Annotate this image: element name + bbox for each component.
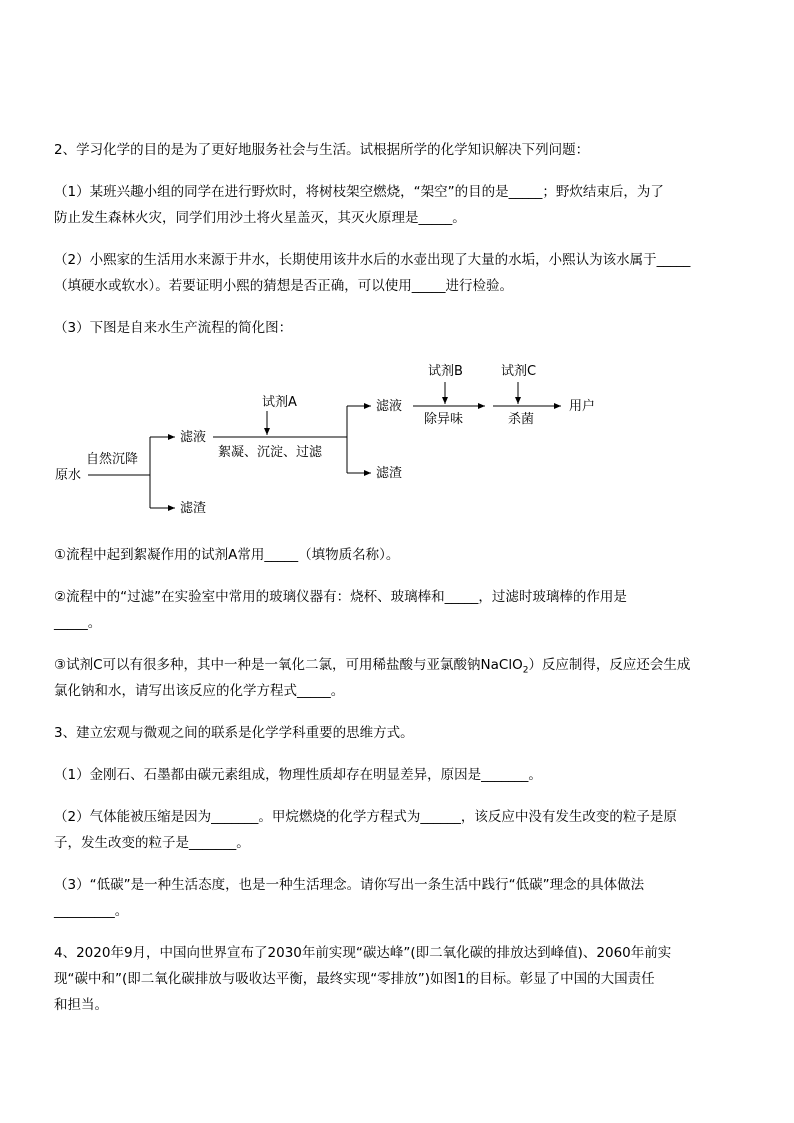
q3-part3-line2: _________。: [54, 903, 129, 919]
q3-part1: （1）金刚石、石墨都由碳元素组成，物理性质却存在明显差异，原因是_______。: [54, 767, 542, 783]
q2-sub3-line1: [54, 655, 690, 681]
q2-sub3-subscript: 2: [522, 665, 529, 676]
q2-part3-intro: （3）下图是自来水生产流程的简化图：: [54, 320, 293, 336]
q2-part2-line2: （填硬水或软水）。若要证明小熙的猜想是否正确，可以使用_____进行检验。: [54, 278, 513, 294]
q3-part2-line2: 子，发生改变的粒子是_______。: [54, 835, 250, 851]
label-reagent-c: 试剂C: [501, 364, 537, 379]
label-natural-settling: 自然沉降: [86, 452, 139, 467]
q2-part1-line1: （1）某班兴趣小组的同学在进行野炊时，将树枝架空燃烧，“架空”的目的是_____；野炊结束后，为了: [54, 184, 664, 200]
water-treatment-flow-diagram: [0, 355, 794, 525]
q3-part2-line1: （2）气体能被压缩是因为_______。甲烷燃烧的化学方程式为______，该反应中没有发生改变的粒子是原: [54, 809, 677, 825]
q2-sub3-text-a: ③试剂C可以有很多种，其中一种是一氧化二氯，可用稀盐酸与亚氯酸钠NaClO: [54, 657, 523, 673]
label-reagent-a: 试剂A: [262, 395, 297, 410]
q2-sub2-line1: ②流程中的“过滤”在实验室中常用的玻璃仪器有：烧杯、玻璃棒和_____，过滤时玻璃棒的作用是: [54, 589, 627, 605]
q4-line1: 4、2020年9月，中国向世界宣布了2030年前实现“碳达峰”(即二氧化碳的排放达到峰值)、2060年前实: [54, 945, 672, 961]
label-filtrate-1: 滤液: [180, 430, 207, 445]
q3-intro: 3、建立宏观与微观之间的联系是化学学科重要的思维方式。: [54, 725, 414, 741]
q2-sub3-text-b: ）反应制得，反应还会生成: [528, 657, 691, 673]
q4-line3: 和担当。: [54, 997, 108, 1013]
label-process-b: 除异味: [424, 412, 464, 427]
flow-diagram-lines: [0, 355, 794, 525]
q2-sub2-line2: _____。: [54, 615, 102, 631]
label-raw-water: 原水: [55, 468, 82, 483]
label-residue-2: 滤渣: [376, 466, 403, 481]
q2-intro: 2、学习化学的目的是为了更好地服务社会与生活。试根据所学的化学知识解决下列问题：: [54, 142, 590, 158]
label-reagent-b: 试剂B: [428, 364, 463, 379]
q2-part1-line2: 防止发生森林火灾，同学们用沙土将火星盖灭，其灭火原理是_____。: [54, 210, 466, 226]
q3-part3-line1: （3）“低碳”是一种生活态度，也是一种生活理念。请你写出一条生活中践行“低碳”理念的具体做法: [54, 877, 645, 893]
q2-part2-line1: （2）小熙家的生活用水来源于井水，长期使用该井水后的水壶出现了大量的水垢，小熙认为该水属于_____: [54, 252, 691, 268]
label-process-a: 絮凝、沉淀、过滤: [218, 445, 323, 460]
q2-sub3-line2: 氯化钠和水，请写出该反应的化学方程式_____。: [54, 683, 345, 699]
label-user: 用户: [569, 399, 596, 414]
q2-sub1: ①流程中起到絮凝作用的试剂A常用_____（填物质名称）。: [54, 547, 400, 563]
label-residue-1: 滤渣: [180, 501, 207, 516]
q4-line2: 现“碳中和”(即二氧化碳排放与吸收达平衡，最终实现“零排放”)如图1的目标。彰显了中国的大国责任: [54, 971, 655, 987]
label-filtrate-2: 滤液: [376, 399, 403, 414]
label-process-c: 杀菌: [508, 412, 535, 427]
